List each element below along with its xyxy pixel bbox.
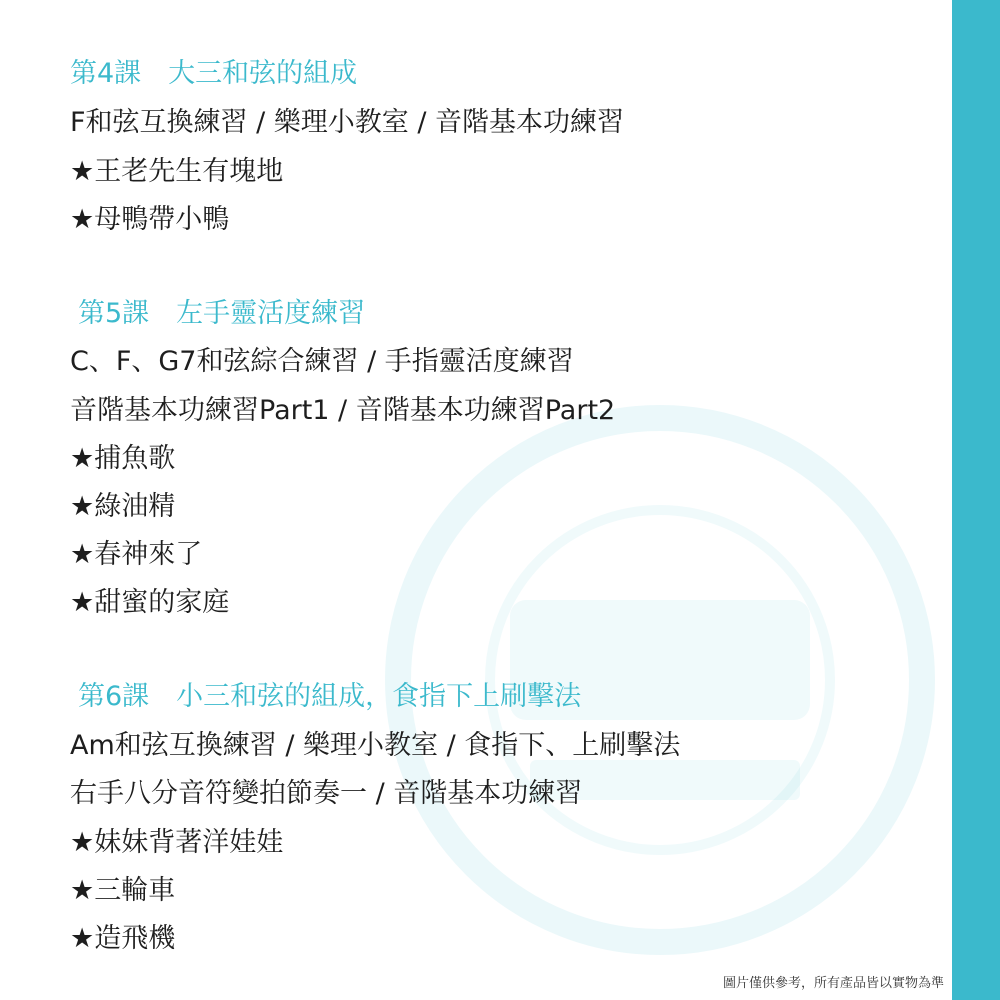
lesson-5-line-6: ★甜蜜的家庭	[70, 587, 230, 618]
lesson-5-line-4: ★綠油精	[70, 491, 176, 522]
lesson-5-line-2: 音階基本功練習Part1 / 音階基本功練習Part2	[70, 395, 616, 426]
lesson-5-line-1: C、F、G7和弦綜合練習 / 手指靈活度練習	[70, 346, 574, 377]
lesson-4-heading: 第4課 大三和弦的組成	[70, 58, 358, 89]
lesson-4-line-3: ★母鴨帶小鴨	[70, 204, 230, 235]
lesson-4-line-1: F和弦互換練習 / 樂理小教室 / 音階基本功練習	[70, 107, 625, 138]
lesson-5-line-5: ★春神來了	[70, 539, 203, 570]
lesson-6-line-2: 右手八分音符變拍節奏一 / 音階基本功練習	[70, 778, 583, 809]
side-accent-bar	[952, 0, 1000, 1000]
lesson-6-heading: 第6課 小三和弦的組成，食指下上刷擊法	[78, 681, 582, 712]
lesson-6-line-1: Am和弦互換練習 / 樂理小教室 / 食指下、上刷擊法	[70, 730, 681, 761]
lesson-5-heading: 第5課 左手靈活度練習	[78, 298, 366, 329]
lesson-5-line-3: ★捕魚歌	[70, 443, 176, 474]
lesson-6-line-4: ★三輪車	[70, 875, 176, 906]
lesson-6-line-5: ★造飛機	[70, 923, 176, 954]
lesson-6-line-3: ★妹妹背著洋娃娃	[70, 827, 284, 858]
lesson-4-line-2: ★王老先生有塊地	[70, 156, 284, 187]
disclaimer-note: 圖片僅供參考，所有產品皆以實物為準	[722, 976, 944, 991]
